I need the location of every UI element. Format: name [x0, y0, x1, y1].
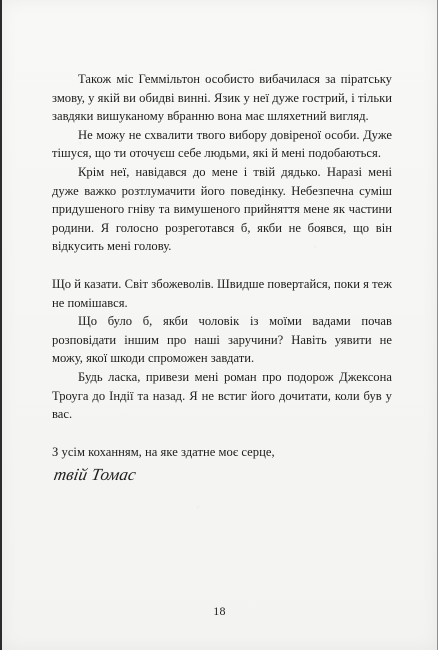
paragraph-4: Що й казати. Світ збожеволів. Швидше повертайся, поки я теж не помішався.	[52, 276, 392, 310]
paragraph-5: Що було б, якби чоловік із моїми вадами почав розповідати іншим про наші заручини? Навіть уявити не можу, якої шкоди спроможен завдати.	[52, 314, 392, 366]
closing-line: З усім коханням, на яке здатне моє серце,	[52, 444, 275, 459]
page-number: 18	[213, 604, 226, 618]
section-gap	[52, 256, 392, 275]
paragraph-3: Крім неї, навідався до мене і твій дядько. Наразі мені дуже важко розтлумачити його поведінку. Небезпечна суміш придушеного гніву та вимушеного прийняття мене як частини родини. Я голосно розреготався б, якби не боявся, що він відкусить мені голову.	[52, 164, 392, 254]
letter-body	[52, 70, 392, 484]
closing-gap	[52, 424, 392, 443]
paragraph-6: Будь ласка, привези мені роман про подорож Джексона Троуга до Індії та назад. Я не встиг його дочитати, коли був у вас.	[52, 369, 392, 422]
paragraph-2: Не можу не схвалити твого вибору довіреної особи. Дуже тішуся, що ти оточуєш себе людьми, які й мені подобаються.	[52, 127, 392, 161]
signature: твій Томас	[52, 465, 138, 485]
paragraph-1: Також міс Геммільтон особисто вибачилася за піратську змову, у якій ви обидві винні. Язик у неї дуже гострий, і тільки завдяки вишуканому вбранню вона має шляхетний вигляд.	[52, 72, 392, 124]
